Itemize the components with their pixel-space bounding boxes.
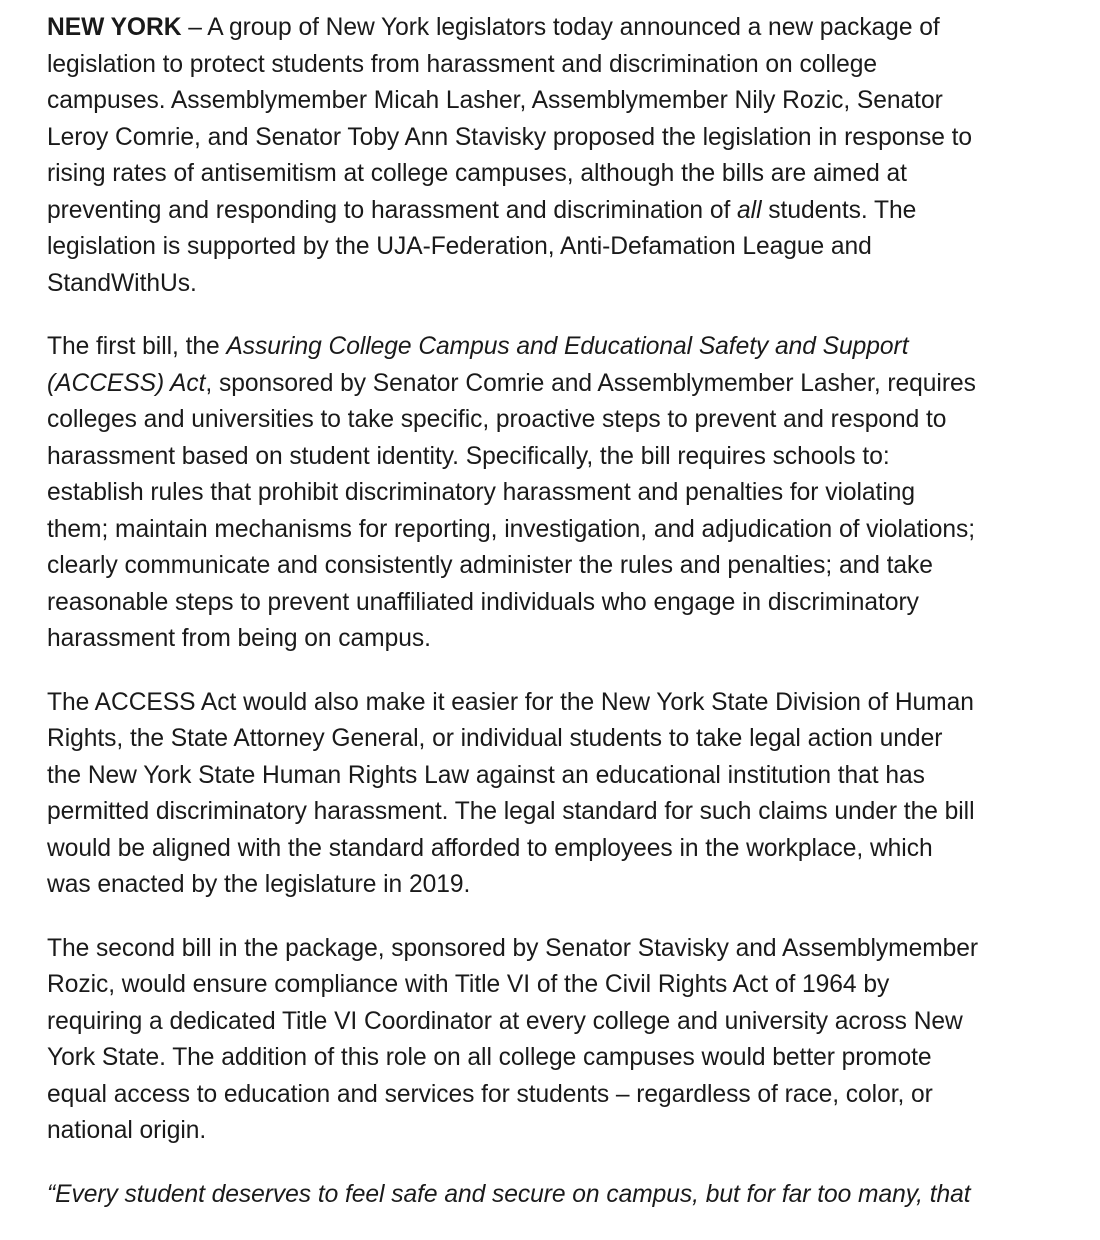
text-line: preventing and responding to harassment and discrimination of all students. The <box>47 196 917 224</box>
paragraph-access-act <box>47 329 1087 658</box>
text-line: national origin. <box>47 1117 207 1144</box>
text-line: rising rates of antisemitism at college campuses, although the bills are aimed at <box>47 160 907 187</box>
text-line: was enacted by the legislature in 2019. <box>47 871 471 898</box>
text-line: Rights, the State Attorney General, or individual students to take legal action under <box>47 725 943 752</box>
text-line: Rozic, would ensure compliance with Title VI of the Civil Rights Act of 1964 by <box>47 971 890 998</box>
text-line: legislation is supported by the UJA-Federation, Anti-Defamation League and <box>47 233 872 260</box>
text-line: clearly communicate and consistently administer the rules and penalties; and take <box>47 552 933 579</box>
text-line: The second bill in the package, sponsored by Senator Stavisky and Assemblymember <box>47 934 979 962</box>
text-line: legislation to protect students from harassment and discrimination on college <box>47 50 878 78</box>
text-line: NEW YORK – A group of New York legislators today announced a new package of <box>47 14 940 41</box>
quote-line: “Every student deserves to feel safe and secure on campus, but for far too many, that <box>47 1180 971 1208</box>
emphasis: all <box>737 196 762 224</box>
text-line: them; maintain mechanisms for reporting, investigation, and adjudication of violations; <box>47 515 975 543</box>
text-line: harassment based on student identity. Specifically, the bill requires schools to: <box>47 442 890 470</box>
text-line: equal access to education and services for students – regardless of race, color, or <box>47 1080 933 1108</box>
paragraph-quote <box>47 1177 1087 1214</box>
text-line: campuses. Assemblymember Micah Lasher, Assemblymember Nily Rozic, Senator <box>47 87 943 114</box>
paragraph-intro <box>47 10 1087 302</box>
bill-title-abbrev: (ACCESS) Act <box>47 369 206 397</box>
text-line: colleges and universities to take specific, proactive steps to prevent and respond to <box>47 406 947 433</box>
text-line: The first bill, the Assuring College Campus and Educational Safety and Support <box>47 333 909 360</box>
text-line: York State. The addition of this role on all college campuses would better promote <box>47 1044 932 1071</box>
text-line: StandWithUs. <box>47 269 197 297</box>
text-line: the New York State Human Rights Law against an educational institution that has <box>47 761 925 789</box>
text-line: permitted discriminatory harassment. The legal standard for such claims under the bill <box>47 798 975 825</box>
paragraph-title-vi-bill <box>47 931 1087 1150</box>
text-line: would be aligned with the standard afforded to employees in the workplace, which <box>47 834 933 862</box>
text-line: reasonable steps to prevent unaffiliated individuals who engage in discriminatory <box>47 588 919 616</box>
text-line: requiring a dedicated Title VI Coordinator at every college and university across New <box>47 1007 963 1035</box>
text-line: Leroy Comrie, and Senator Toby Ann Stavisky proposed the legislation in response to <box>47 123 973 151</box>
text-line: The ACCESS Act would also make it easier for the New York State Division of Human <box>47 688 974 716</box>
press-release-body <box>47 10 1087 1240</box>
text-line: harassment from being on campus. <box>47 625 431 652</box>
paragraph-access-act-legal <box>47 685 1087 904</box>
dateline: NEW YORK <box>47 14 182 41</box>
text-line: establish rules that prohibit discriminatory harassment and penalties for violating <box>47 479 916 506</box>
bill-title: Assuring College Campus and Educational Safety and Support <box>226 333 909 360</box>
text-line: (ACCESS) Act, sponsored by Senator Comrie and Assemblymember Lasher, requires <box>47 369 976 397</box>
